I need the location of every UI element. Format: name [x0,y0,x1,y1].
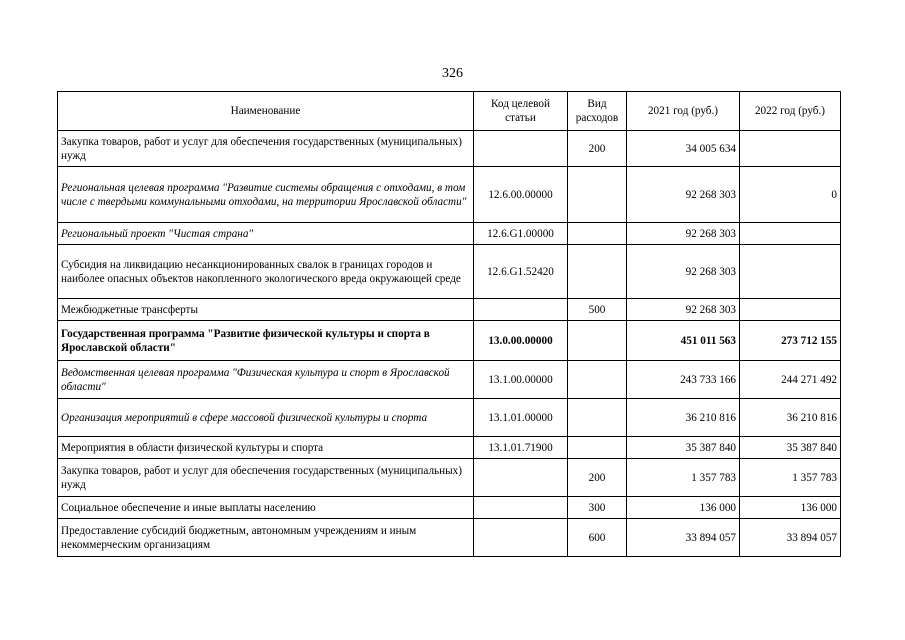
cell-code: 13.0.00.00000 [474,321,568,361]
cell-2021: 92 268 303 [627,245,740,299]
cell-2021: 92 268 303 [627,223,740,245]
cell-2021: 33 894 057 [627,519,740,557]
budget-table [57,91,841,557]
cell-kind [568,321,627,361]
cell-2021: 34 005 634 [627,131,740,167]
cell-kind [568,167,627,223]
cell-kind [568,437,627,459]
cell-code [474,519,568,557]
cell-name: Закупка товаров, работ и услуг для обеспечения государственных (муниципальных) нужд [58,459,474,497]
cell-code [474,459,568,497]
cell-name: Региональный проект "Чистая страна" [58,223,474,245]
table-row [58,437,841,459]
cell-code: 13.1.00.00000 [474,361,568,399]
cell-2022: 36 210 816 [740,399,841,437]
table-row [58,497,841,519]
cell-name: Социальное обеспечение и иные выплаты населению [58,497,474,519]
cell-kind: 200 [568,131,627,167]
cell-2022 [740,223,841,245]
cell-2021: 36 210 816 [627,399,740,437]
table-row [58,361,841,399]
cell-kind [568,245,627,299]
table-row [58,399,841,437]
header-2021: 2021 год (руб.) [627,92,740,131]
cell-name: Региональная целевая программа "Развитие системы обращения с отходами, в том числе с твердыми коммунальными отходами, на территории Ярославской области" [58,167,474,223]
table-row [58,321,841,361]
cell-name: Предоставление субсидий бюджетным, автономным учреждениям и иным некоммерческим организациям [58,519,474,557]
cell-kind [568,399,627,437]
cell-2022 [740,131,841,167]
table-row [58,459,841,497]
cell-code [474,497,568,519]
cell-code: 12.6.G1.52420 [474,245,568,299]
cell-name: Мероприятия в области физической культуры и спорта [58,437,474,459]
cell-code: 13.1.01.00000 [474,399,568,437]
cell-2022: 35 387 840 [740,437,841,459]
cell-name: Государственная программа "Развитие физической культуры и спорта в Ярославской области" [58,321,474,361]
cell-2021: 92 268 303 [627,299,740,321]
cell-2022: 0 [740,167,841,223]
cell-2021: 136 000 [627,497,740,519]
cell-kind [568,223,627,245]
cell-2022: 273 712 155 [740,321,841,361]
cell-2021: 451 011 563 [627,321,740,361]
cell-2022: 136 000 [740,497,841,519]
cell-kind: 600 [568,519,627,557]
header-code: Код целевой статьи [474,92,568,131]
table-row [58,167,841,223]
cell-code: 13.1.01.71900 [474,437,568,459]
cell-2022: 33 894 057 [740,519,841,557]
cell-2021: 243 733 166 [627,361,740,399]
cell-code: 12.6.G1.00000 [474,223,568,245]
cell-kind: 200 [568,459,627,497]
cell-kind: 500 [568,299,627,321]
cell-code [474,299,568,321]
cell-code: 12.6.00.00000 [474,167,568,223]
table-row [58,519,841,557]
cell-kind: 300 [568,497,627,519]
cell-name: Межбюджетные трансферты [58,299,474,321]
header-kind: Вид расходов [568,92,627,131]
cell-2022: 1 357 783 [740,459,841,497]
table-row [58,131,841,167]
cell-name: Закупка товаров, работ и услуг для обеспечения государственных (муниципальных) нужд [58,131,474,167]
cell-2022 [740,245,841,299]
cell-name: Организация мероприятий в сфере массовой физической культуры и спорта [58,399,474,437]
cell-kind [568,361,627,399]
cell-2022: 244 271 492 [740,361,841,399]
table-row [58,299,841,321]
cell-2021: 92 268 303 [627,167,740,223]
cell-name: Ведомственная целевая программа "Физическая культура и спорт в Ярославской области" [58,361,474,399]
header-name: Наименование [58,92,474,131]
cell-2022 [740,299,841,321]
page-number: 326 [442,66,463,81]
cell-code [474,131,568,167]
header-row [58,92,841,131]
cell-name: Субсидия на ликвидацию несанкционированных свалок в границах городов и наиболее опасных объектов накопленного экологического вреда окружающей среде [58,245,474,299]
cell-2021: 1 357 783 [627,459,740,497]
table-row [58,245,841,299]
header-2022: 2022 год (руб.) [740,92,841,131]
cell-2021: 35 387 840 [627,437,740,459]
table-row [58,223,841,245]
